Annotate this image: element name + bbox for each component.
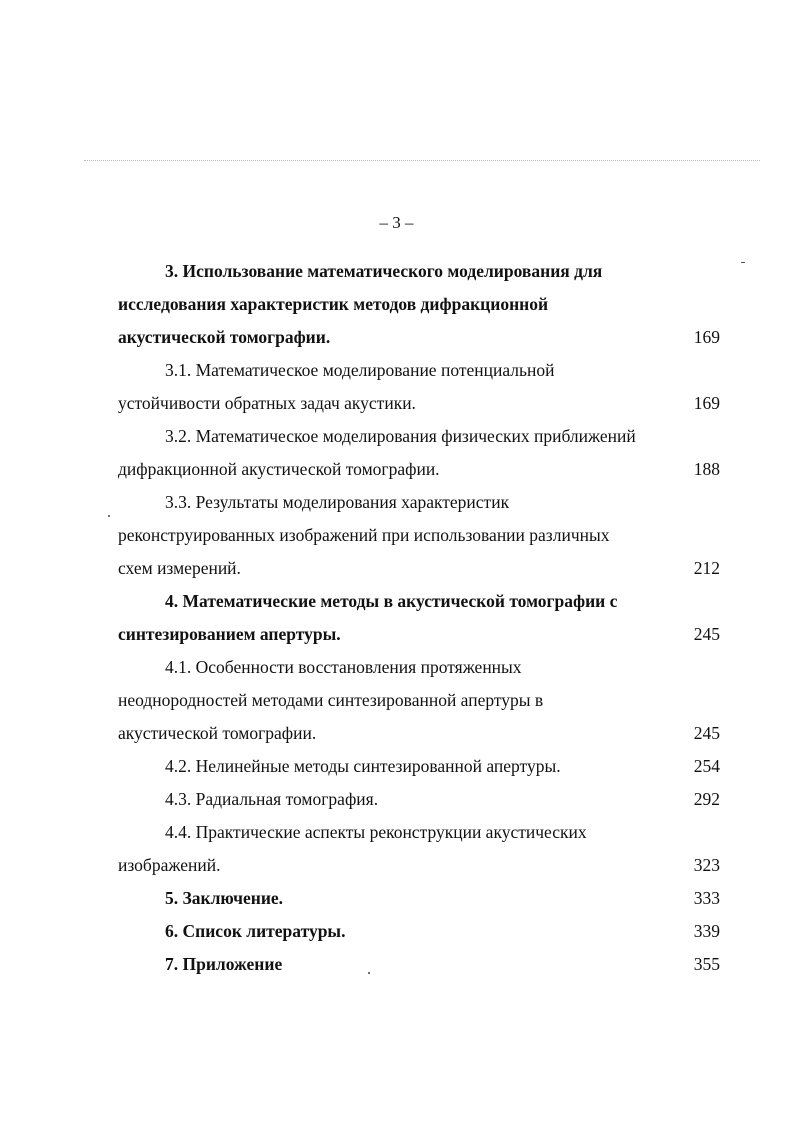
toc-line: акустической томографии. (118, 327, 331, 347)
toc-page-number: 254 (693, 756, 720, 776)
toc-line: реконструированных изображений при использовании различных (118, 525, 610, 545)
toc-line: изображений. (118, 855, 221, 875)
toc-line: 4.2. Нелинейные методы синтезированной апертуры. (165, 756, 561, 776)
toc-page-number: 292 (693, 789, 720, 809)
toc-line: 7. Приложение (165, 954, 283, 974)
toc-line: 3.2. Математическое моделирования физических приближений (165, 426, 636, 446)
toc-line: синтезированием апертуры. (118, 624, 341, 644)
toc-page-number: 339 (693, 921, 720, 941)
toc-page-number: 245 (693, 723, 720, 743)
toc-line: 4.3. Радиальная томография. (165, 789, 379, 809)
page-number: – 3 – (379, 213, 414, 232)
toc-line: исследования характеристик методов дифракционной (118, 294, 549, 314)
toc-page-number: 169 (693, 327, 720, 347)
toc-page-number: 188 (693, 459, 720, 479)
toc-page-number: 169 (693, 393, 720, 413)
scan-speck (108, 515, 110, 517)
toc-page-number: 333 (693, 888, 720, 908)
toc-line: акустической томографии. (118, 723, 317, 743)
toc-line: схем измерений. (118, 558, 241, 578)
toc-line: 3. Использование математического моделирования для (165, 261, 603, 281)
toc-page-number: 212 (693, 558, 720, 578)
toc-line: 4.4. Практические аспекты реконструкции акустических (165, 822, 587, 842)
toc-page-number: 323 (693, 855, 720, 875)
toc-line: 6. Список литературы. (165, 921, 346, 941)
toc-line: 4.1. Особенности восстановления протяженных (165, 657, 522, 677)
toc-line: неоднородностей методами синтезированной апертуры в (118, 690, 544, 710)
scan-speck (368, 972, 370, 974)
toc-line: устойчивости обратных задач акустики. (118, 393, 416, 413)
toc-line: 3.3. Результаты моделирования характеристик (165, 492, 510, 512)
toc-page-number: 355 (693, 954, 720, 974)
toc-line: 5. Заключение. (165, 888, 284, 908)
scan-speck (741, 262, 745, 263)
toc-line: дифракционной акустической томографии. (118, 459, 440, 479)
toc-line: 3.1. Математическое моделирование потенциальной (165, 360, 555, 380)
toc-line: 4. Математические методы в акустической томографии с (165, 591, 618, 611)
toc-page-number: 245 (693, 624, 720, 644)
scan-edge-line (84, 160, 760, 161)
